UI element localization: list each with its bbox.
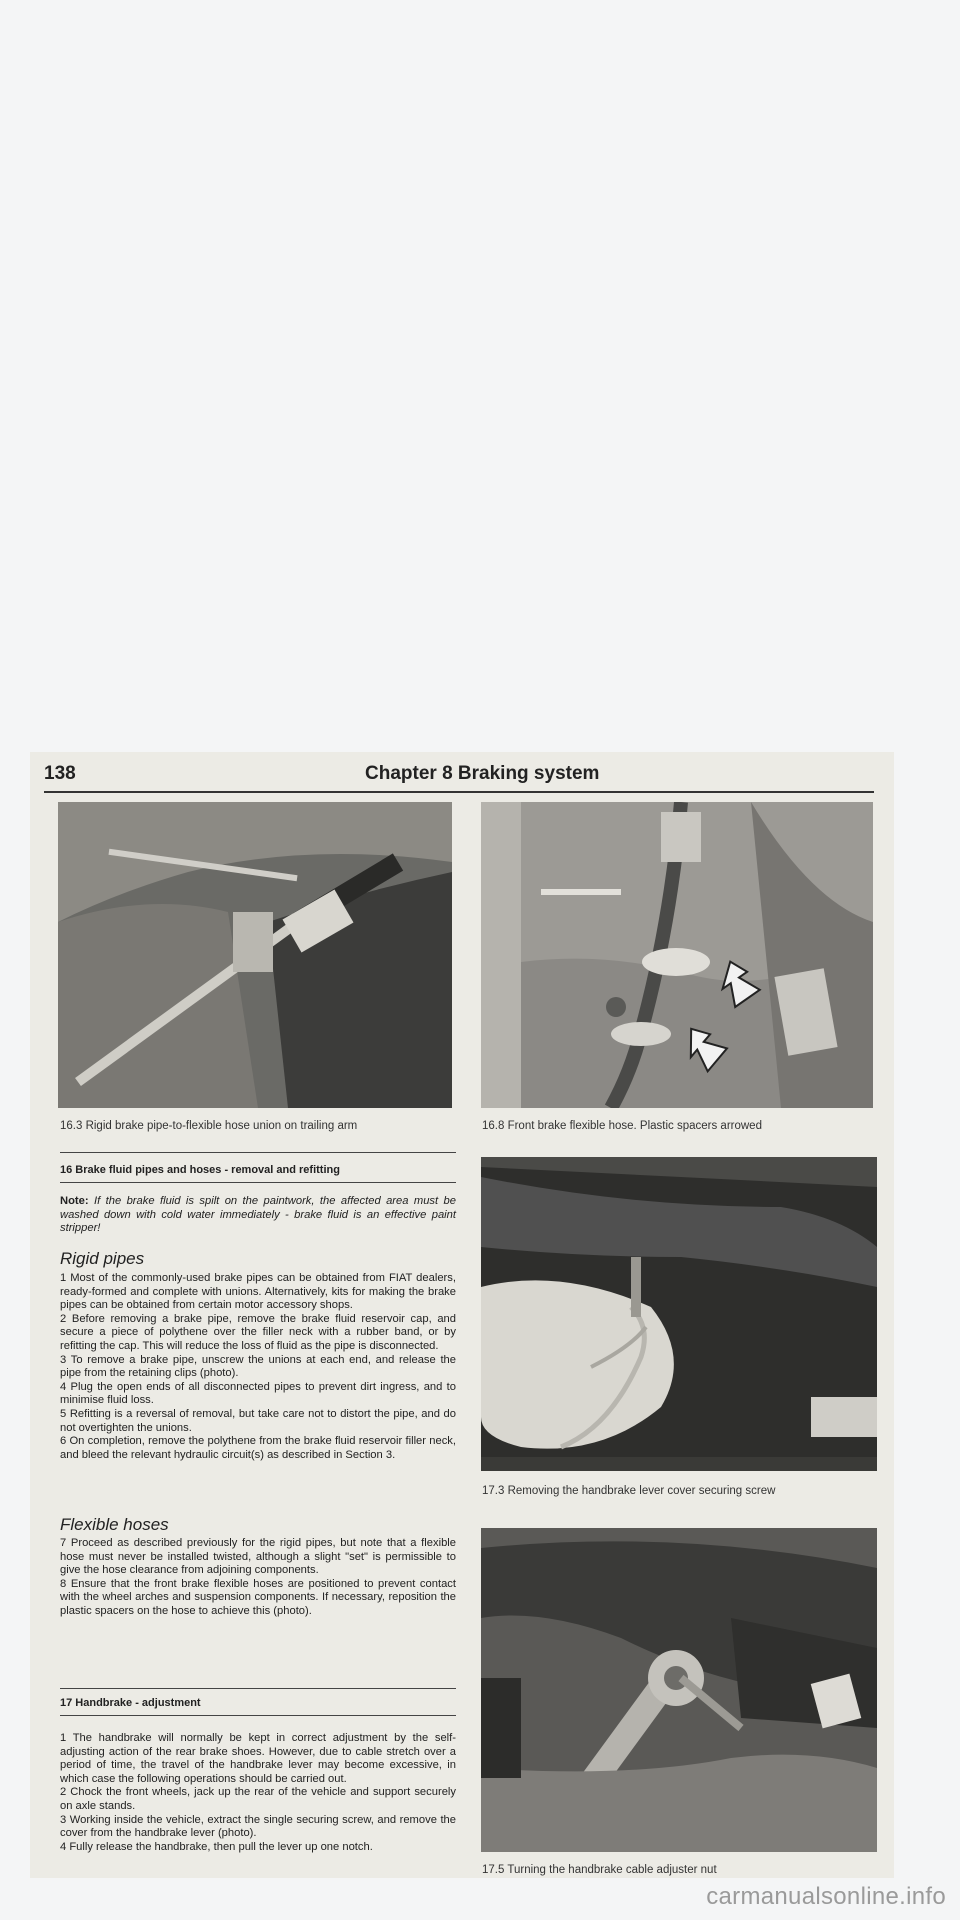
flexible-hoses-heading: Flexible hoses (60, 1515, 169, 1534)
header-rule (44, 791, 874, 793)
chapter-title: Chapter 8 Braking system (365, 763, 600, 784)
note-label: Note: (60, 1195, 94, 1207)
paragraph: 3 To remove a brake pipe, unscrew the unions at each end, and release the pipe from the retaining clips (photo). (60, 1353, 456, 1380)
paragraph: 1 Most of the commonly-used brake pipes can be obtained from FIAT dealers, ready-formed and complete with unions. Alternatively, kits for making the brake pipes can be obtained from certain motor accessory shops. (60, 1272, 456, 1312)
paragraph: 6 On completion, remove the polythene from the brake fluid reservoir filler neck, and bleed the relevant hydraulic circuit(s) as described in Section 3. (60, 1435, 456, 1461)
section-rule (60, 1182, 456, 1183)
rigid-pipes-heading: Rigid pipes (60, 1249, 145, 1268)
paragraph: 4 Fully release the handbrake, then pull the lever up one notch. (60, 1840, 373, 1853)
paragraph: 5 Refitting is a reversal of removal, but take care not to distort the pipe, and do not overtighten the unions. (60, 1407, 456, 1434)
section-16-heading: 16 Brake fluid pipes and hoses - removal and refitting (60, 1164, 340, 1176)
paragraph: 8 Ensure that the front brake flexible hoses are positioned to prevent contact with the wheel arches and suspension components. If necessary, reposition the plastic spacers on the hose to achieve this (photo). (60, 1577, 456, 1617)
watermark: carmanualsonline.info (706, 1883, 946, 1910)
page-number: 138 (44, 763, 76, 784)
photo-brake-pipe-union (58, 802, 452, 1108)
section-rule (60, 1688, 456, 1689)
note-text: If the brake fluid is spilt on the paintwork, the affected area must be washed down with cold water immediately - brake fluid is an effective paint stripper! (60, 1195, 456, 1235)
photo-caption: 16.3 Rigid brake pipe-to-flexible hose union on trailing arm (60, 1120, 358, 1132)
flexible-hoses-text (60, 1537, 456, 1619)
safety-note (60, 1195, 456, 1236)
rigid-pipes-text (60, 1272, 456, 1462)
paragraph: 1 The handbrake will normally be kept in correct adjustment by the self-adjusting action of the rear brake shoes. However, due to cable stretch over a period of time, the travel of the handbrake lever may become excessive, in which case the following operations should be carried out. (60, 1732, 456, 1785)
paragraph: 7 Proceed as described previously for the rigid pipes, but note that a flexible hose must never be installed twisted, although a slight "set" is permissible to give the hose clearance from adjoining components. (60, 1537, 456, 1577)
photo-caption: 17.5 Turning the handbrake cable adjuster nut (482, 1864, 717, 1876)
paragraph: 2 Before removing a brake pipe, remove the brake fluid reservoir cap, and secure a piece of polythene over the filler neck with a rubber band, or by refitting the cap. This will reduce the loss of fluid as the pipe is disconnected. (60, 1312, 456, 1352)
photo-caption: 16.8 Front brake flexible hose. Plastic spacers arrowed (482, 1120, 762, 1132)
paragraph: 4 Plug the open ends of all disconnected pipes to prevent dirt ingress, and to minimise fluid loss. (60, 1380, 456, 1407)
section-rule (60, 1715, 456, 1716)
section-rule (60, 1152, 456, 1153)
paragraph: 2 Chock the front wheels, jack up the rear of the vehicle and support securely on axle stands. (60, 1786, 456, 1812)
handbrake-adjustment-text (60, 1732, 456, 1854)
photo-handbrake-cover-screw (481, 1157, 877, 1471)
photo-front-brake-hose (481, 802, 873, 1108)
paragraph: 3 Working inside the vehicle, extract the single securing screw, and remove the cover from the handbrake lever (photo). (60, 1813, 456, 1840)
section-17-heading: 17 Handbrake - adjustment (60, 1697, 201, 1709)
photo-caption: 17.3 Removing the handbrake lever cover securing screw (482, 1485, 776, 1497)
photo-handbrake-adjuster-nut (481, 1528, 877, 1852)
